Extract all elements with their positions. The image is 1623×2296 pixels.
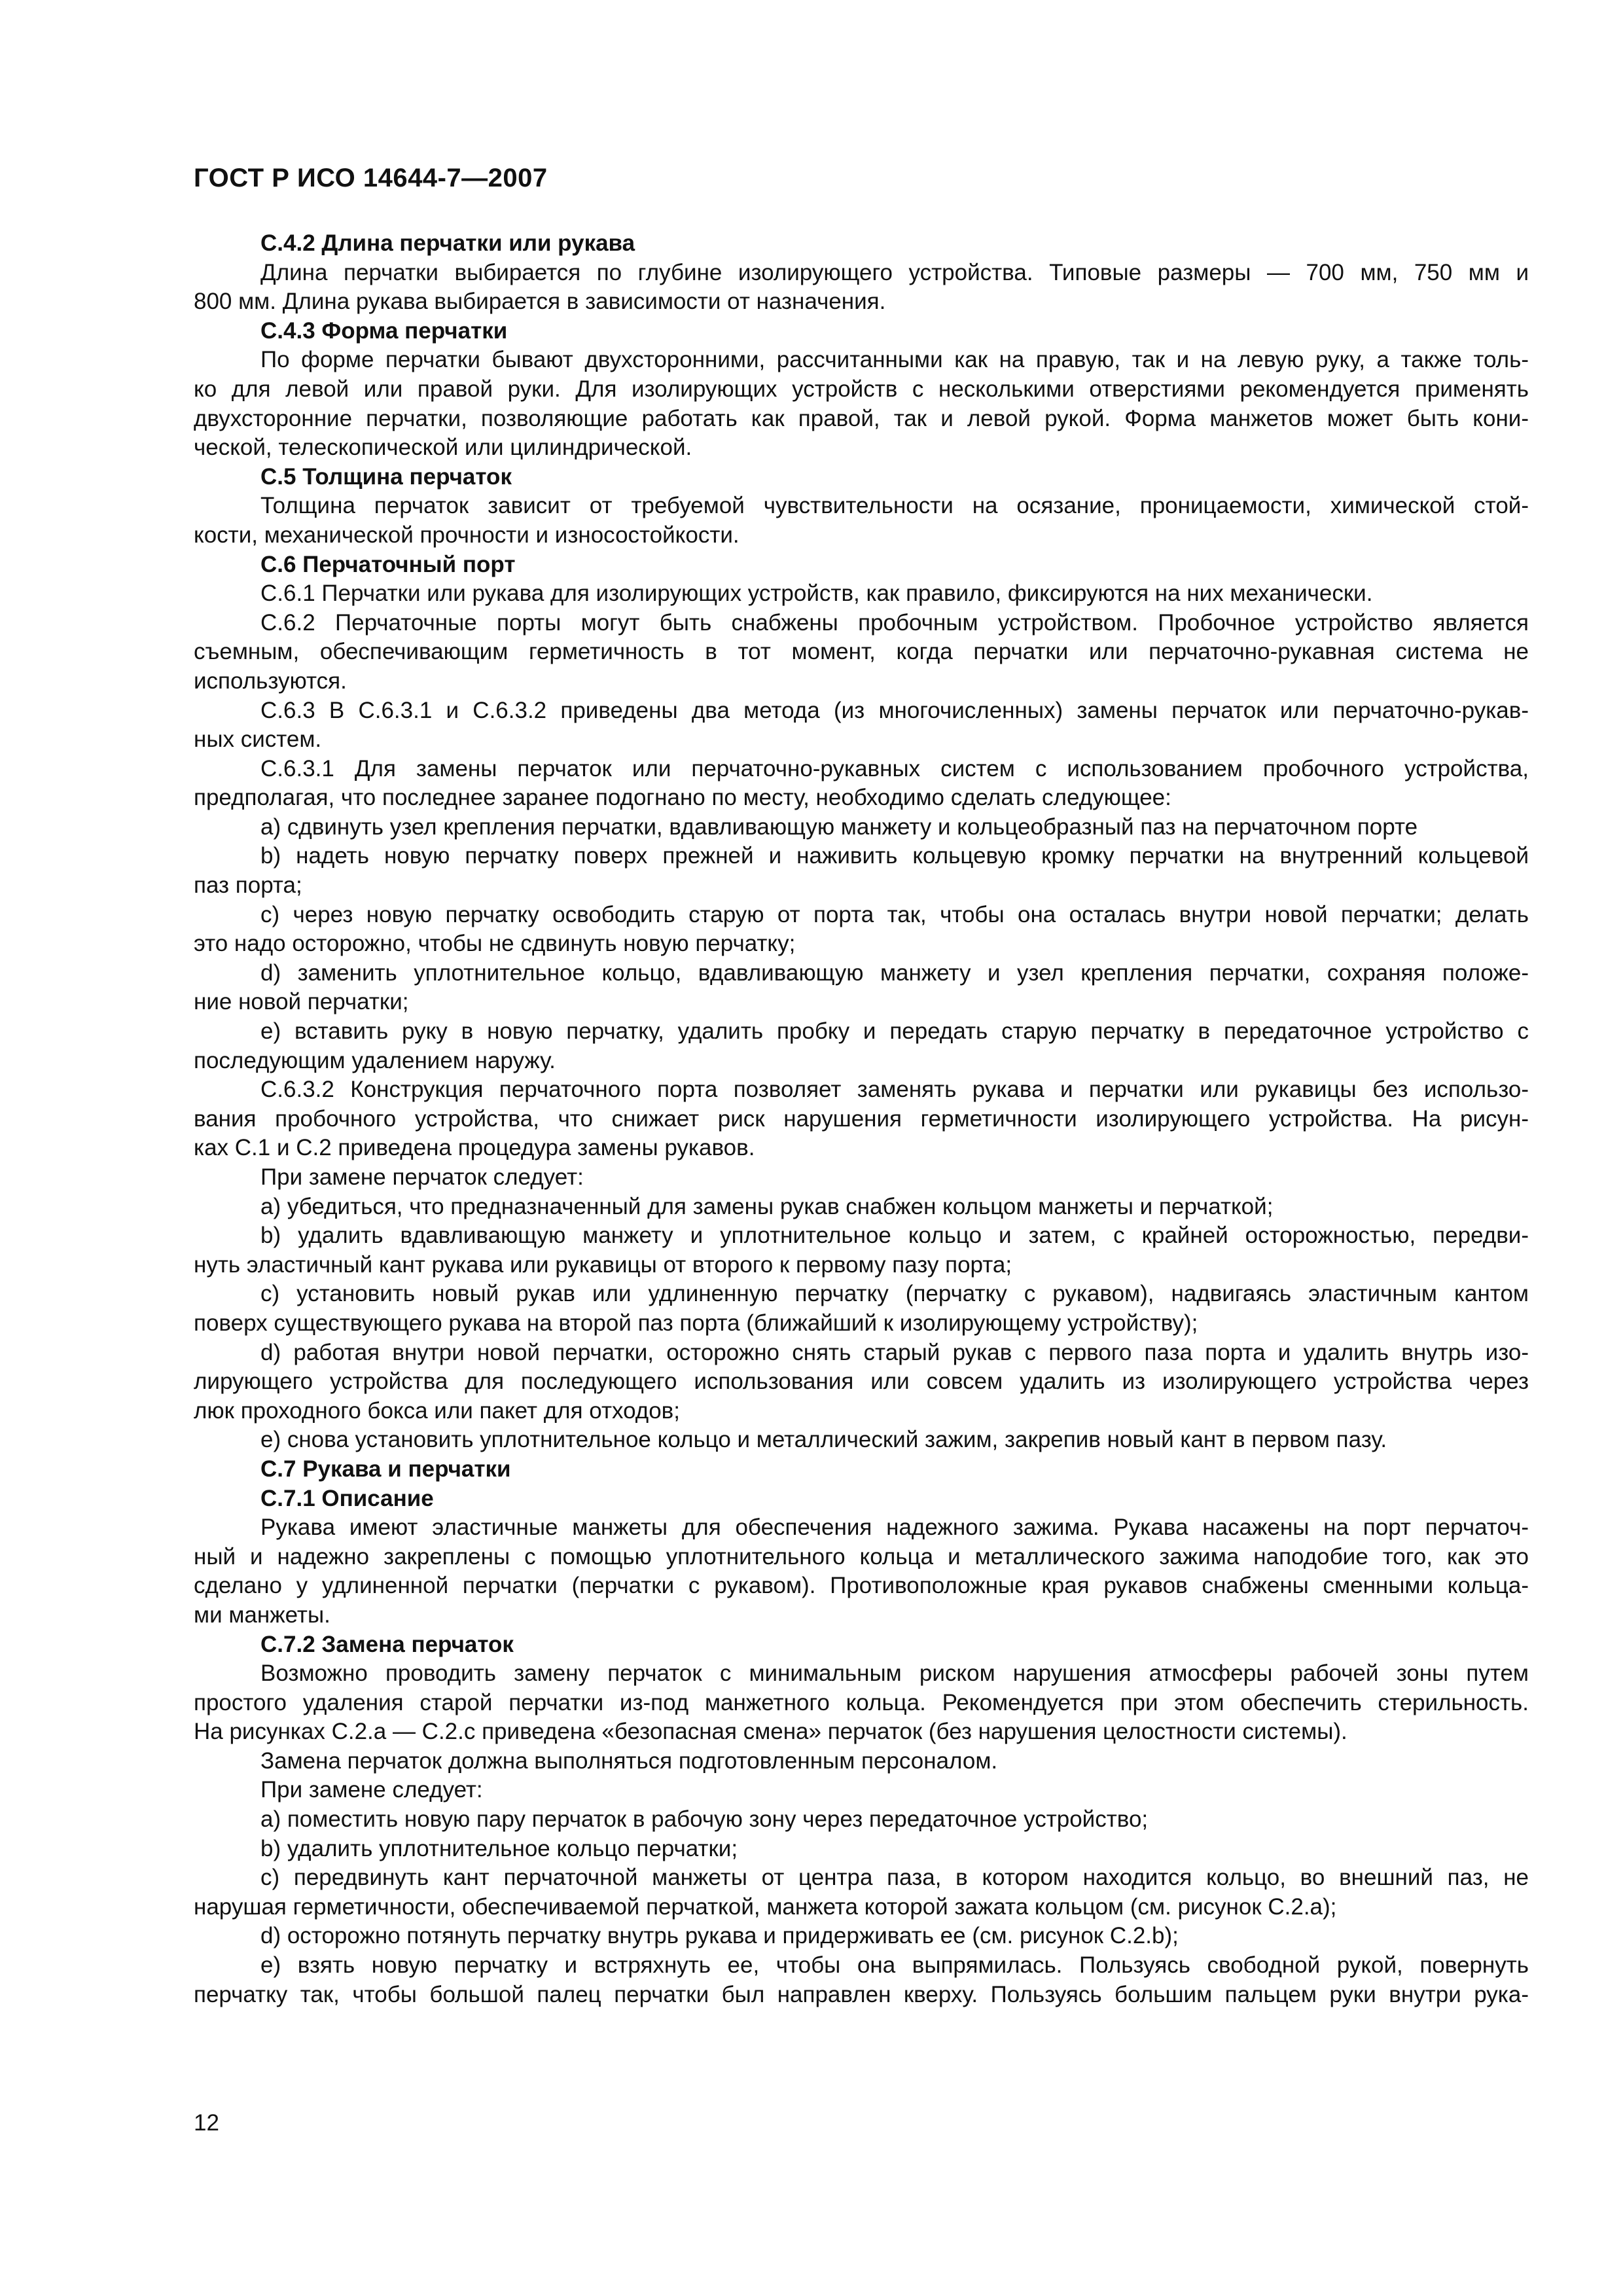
text-line: ми манжеты. xyxy=(194,1602,330,1628)
text-line: c) через новую перчатку освободить старую от порта так, чтобы она осталась внутри новой перчатки; делать xyxy=(260,901,1529,927)
text-line: поверх существующего рукава на второй паз порта (ближайший к изолирующему устройству); xyxy=(194,1310,1198,1336)
text-line: a) поместить новую пару перчаток в рабочую зону через передаточное устройство; xyxy=(260,1806,1149,1833)
text-line: При замене перчаток следует: xyxy=(260,1164,584,1190)
text-line: ко для левой или правой руки. Для изолирующих устройств с несколькими отверстиями рекомендуется применять xyxy=(194,376,1529,402)
text-line: лирующего устройства для последующего использования или совсем удалить из изолирующего устройства через xyxy=(194,1369,1529,1395)
text-line: перчатку так, чтобы большой палец перчатки был направлен кверху. Пользуясь большим пальцем руки внутри рука- xyxy=(194,1981,1529,2007)
section-heading: С.7.2 Замена перчаток xyxy=(260,1631,514,1657)
section-heading: С.5 Толщина перчаток xyxy=(260,463,512,490)
text-line: ный и надежно закреплены с помощью уплотнительного кольца и металлического зажима наподобие того, как это xyxy=(194,1543,1529,1570)
text-line: ческой, телескопической или цилиндрической. xyxy=(194,435,692,461)
text-line: e) снова установить уплотнительное кольцо и металлический зажим, закрепив новый кант в первом пазу. xyxy=(260,1427,1387,1453)
text-line: Возможно проводить замену перчаток с минимальным риском нарушения атмосферы рабочей зоны путем xyxy=(260,1660,1529,1687)
text-line: нарушая герметичности, обеспечиваемой перчаткой, манжета которой зажата кольцом (см. рисунок С.2.а); xyxy=(194,1893,1337,1920)
text-line: Длина перчатки выбирается по глубине изолирующего устройства. Типовые размеры — 700 мм, 750 мм и xyxy=(260,259,1529,285)
text-line: Замена перчаток должна выполняться подготовленным персоналом. xyxy=(260,1748,998,1774)
text-line: d) осторожно потянуть перчатку внутрь рукава и придерживать ее (см. рисунок С.2.b); xyxy=(260,1923,1179,1949)
text-line: c) установить новый рукав или удлиненную перчатку (перчатку с рукавом), надвигаясь эластичным кантом xyxy=(260,1281,1529,1307)
text-line: b) удалить вдавливающую манжету и уплотнительное кольцо и затем, с крайней осторожностью, передви- xyxy=(260,1223,1529,1249)
text-line: последующим удалением наружу. xyxy=(194,1047,556,1073)
text-line: кости, механической прочности и износостойкости. xyxy=(194,522,740,548)
text-line: a) сдвинуть узел крепления перчатки, вдавливающую манжету и кольцеобразный паз на перчаточном порте xyxy=(260,814,1418,840)
text-line: используются. xyxy=(194,668,347,694)
text-line: b) надеть новую перчатку поверх прежней и наживить кольцевую кромку перчатки на внутренний кольцевой xyxy=(260,843,1529,869)
document-header: ГОСТ Р ИСО 14644-7—2007 xyxy=(194,164,548,192)
text-line: По форме перчатки бывают двухсторонними, рассчитанными как на правую, так и на левую руку, а также толь- xyxy=(260,347,1529,373)
section-heading: С.7.1 Описание xyxy=(260,1485,434,1511)
text-line: b) удалить уплотнительное кольцо перчатки; xyxy=(260,1835,738,1861)
text-line: С.6.3.1 Для замены перчаток или перчаточно-рукавных систем с использованием пробочного устройства, xyxy=(260,755,1529,781)
text-line: Толщина перчаток зависит от требуемой чувствительности на осязание, проницаемости, химической стой- xyxy=(260,493,1529,519)
text-line: люк проходного бокса или пакет для отходов; xyxy=(194,1397,680,1424)
section-heading: С.6 Перчаточный порт xyxy=(260,551,516,577)
text-line: При замене следует: xyxy=(260,1777,483,1803)
text-line: a) убедиться, что предназначенный для замены рукав снабжен кольцом манжеты и перчаткой; xyxy=(260,1193,1274,1219)
text-line: вания пробочного устройства, что снижает риск нарушения герметичности изолирующего устройства. На рисун- xyxy=(194,1105,1529,1132)
text-line: Рукава имеют эластичные манжеты для обеспечения надежного зажима. Рукава насажены на порт перчаточ- xyxy=(260,1515,1529,1541)
page-number: 12 xyxy=(194,2110,219,2136)
text-line: d) заменить уплотнительное кольцо, вдавливающую манжету и узел крепления перчатки, сохраняя положе- xyxy=(260,960,1529,986)
text-line: это надо осторожно, чтобы не сдвинуть новую перчатку; xyxy=(194,931,796,957)
text-line: ках С.1 и С.2 приведена процедура замены рукавов. xyxy=(194,1135,755,1161)
section-heading: С.7 Рукава и перчатки xyxy=(260,1456,511,1482)
text-line: e) взять новую перчатку и встряхнуть ее, чтобы она выпрямилась. Пользуясь свободной рукой, повернуть xyxy=(260,1952,1529,1979)
text-line: двухсторонние перчатки, позволяющие работать как правой, так и левой рукой. Форма манжетов может быть кони- xyxy=(194,405,1529,431)
text-line: e) вставить руку в новую перчатку, удалить пробку и передать старую перчатку в передаточное устройство с xyxy=(260,1018,1529,1045)
document-body xyxy=(194,229,1529,2009)
section-heading: С.4.2 Длина перчатки или рукава xyxy=(260,230,635,256)
text-line: предполагая, что последнее заранее подогнано по месту, необходимо сделать следующее: xyxy=(194,785,1171,811)
text-line: съемным, обеспечивающим герметичность в тот момент, когда перчатки или перчаточно-рукавная система не xyxy=(194,639,1529,665)
text-line: 800 мм. Длина рукава выбирается в зависимости от назначения. xyxy=(194,289,886,315)
text-line: нуть эластичный кант рукава или рукавицы от второго к первому пазу порта; xyxy=(194,1251,1012,1278)
text-line: С.6.2 Перчаточные порты могут быть снабжены пробочным устройством. Пробочное устройство является xyxy=(260,609,1529,636)
text-line: паз порта; xyxy=(194,872,302,899)
section-heading: С.4.3 Форма перчатки xyxy=(260,317,508,344)
text-line: сделано у удлиненной перчатки (перчатки с рукавом). Противоположные края рукавов снабжены сменными кольца- xyxy=(194,1573,1529,1599)
text-line: c) передвинуть кант перчаточной манжеты от центра паза, в котором находится кольцо, во внешний паз, не xyxy=(260,1865,1529,1891)
text-line: d) работая внутри новой перчатки, осторожно снять старый рукав с первого паза порта и удалить внутрь изо- xyxy=(260,1339,1529,1365)
text-line: простого удаления старой перчатки из-под манжетного кольца. Рекомендуется при этом обеспечить стерильность. xyxy=(194,1689,1529,1715)
text-line: ние новой перчатки; xyxy=(194,989,409,1015)
text-line: С.6.3 В С.6.3.1 и С.6.3.2 приведены два метода (из многочисленных) замены перчаток или перчаточно-рукав- xyxy=(260,697,1529,723)
text-line: ных систем. xyxy=(194,726,322,753)
text-line: На рисунках С.2.а — С.2.с приведена «безопасная смена» перчаток (без нарушения целостности системы). xyxy=(194,1719,1347,1745)
text-line: С.6.3.2 Конструкция перчаточного порта позволяет заменять рукава и перчатки или рукавицы без использо- xyxy=(260,1077,1529,1103)
text-line: С.6.1 Перчатки или рукава для изолирующих устройств, как правило, фиксируются на них механически. xyxy=(260,581,1373,607)
